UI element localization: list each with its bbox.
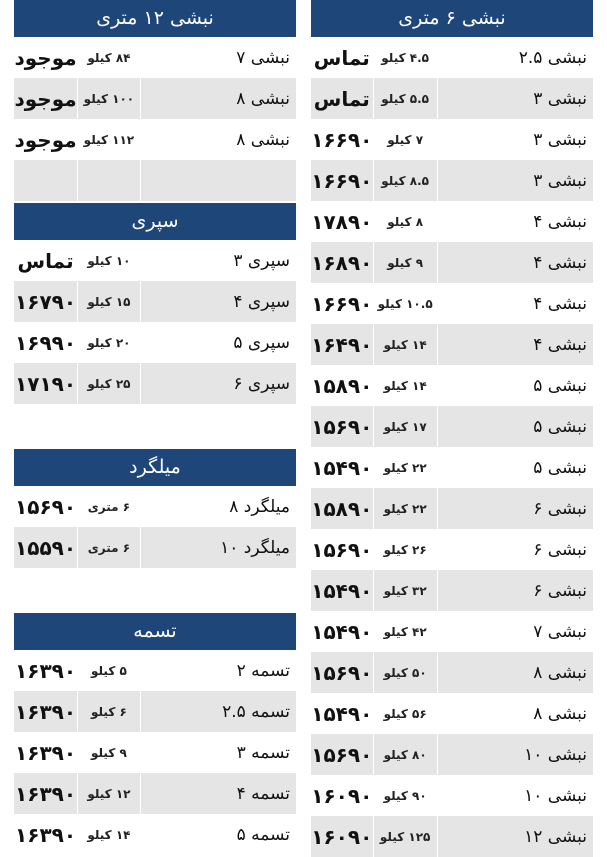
price-cell: ۱۷۱۹۰ bbox=[14, 363, 78, 404]
table-row bbox=[311, 406, 593, 447]
name-cell: نبشی ۵ bbox=[438, 406, 593, 447]
weight-cell: ۴۲ کیلو bbox=[374, 611, 438, 652]
name-cell: نبشی ۳ bbox=[438, 119, 593, 160]
price-cell: ۱۶۳۹۰ bbox=[14, 732, 78, 773]
table-row bbox=[14, 814, 296, 855]
price-cell: تماس bbox=[14, 240, 78, 281]
table-angle-12m bbox=[14, 0, 296, 201]
price-cell: ۱۶۳۹۰ bbox=[14, 650, 78, 691]
name-cell: نبشی ۱۰ bbox=[438, 734, 593, 775]
table-row bbox=[14, 160, 296, 201]
weight-cell: ۸۰ کیلو bbox=[374, 734, 438, 775]
price-cell bbox=[14, 568, 78, 609]
table-row bbox=[311, 160, 593, 201]
weight-cell: ۸ کیلو bbox=[374, 201, 438, 242]
name-cell: میلگرد ۸ bbox=[141, 486, 296, 527]
name-cell: نبشی ۴ bbox=[438, 201, 593, 242]
name-cell: تسمه ۵ bbox=[141, 814, 296, 855]
name-cell: نبشی ۳ bbox=[438, 78, 593, 119]
name-cell: نبشی ۱۲ bbox=[438, 816, 593, 857]
weight-cell: ۱۱۲ کیلو bbox=[78, 119, 141, 160]
weight-cell: ۹ کیلو bbox=[374, 242, 438, 283]
weight-cell: ۵۰ کیلو bbox=[374, 652, 438, 693]
price-cell: ۱۵۶۹۰ bbox=[311, 734, 374, 775]
price-cell: ۱۷۸۹۰ bbox=[311, 201, 374, 242]
price-cell: ۱۶۶۹۰ bbox=[311, 119, 374, 160]
weight-cell bbox=[78, 404, 141, 445]
table-row bbox=[311, 119, 593, 160]
name-cell: نبشی ۸ bbox=[438, 693, 593, 734]
price-cell: ۱۵۸۹۰ bbox=[311, 488, 374, 529]
weight-cell: ۸.۵ کیلو bbox=[374, 160, 438, 201]
name-cell: نبشی ۵ bbox=[438, 447, 593, 488]
weight-cell: ۲۰ کیلو bbox=[78, 322, 141, 363]
name-cell: سپری ۵ bbox=[141, 322, 296, 363]
weight-cell: ۲۲ کیلو bbox=[374, 447, 438, 488]
price-cell: ۱۵۴۹۰ bbox=[311, 570, 374, 611]
price-cell: موجود bbox=[14, 78, 78, 119]
name-cell: نبشی ۸ bbox=[438, 652, 593, 693]
weight-cell bbox=[78, 568, 141, 609]
name-cell: نبشی ۷ bbox=[141, 37, 296, 78]
name-cell: نبشی ۴ bbox=[438, 242, 593, 283]
price-cell: ۱۶۶۹۰ bbox=[311, 160, 374, 201]
table-row bbox=[311, 734, 593, 775]
price-cell: موجود bbox=[14, 119, 78, 160]
table-row bbox=[311, 242, 593, 283]
weight-cell: ۱۴ کیلو bbox=[374, 324, 438, 365]
table-row bbox=[14, 527, 296, 568]
weight-cell: ۹ کیلو bbox=[78, 732, 141, 773]
price-cell: ۱۶۶۹۰ bbox=[311, 283, 374, 324]
table-row bbox=[14, 773, 296, 814]
table-row bbox=[311, 365, 593, 406]
table-row bbox=[311, 529, 593, 570]
section-header: نبشی ۱۲ متری bbox=[14, 0, 296, 37]
weight-cell: ۲۵ کیلو bbox=[78, 363, 141, 404]
table-row bbox=[14, 119, 296, 160]
name-cell: سپری ۴ bbox=[141, 281, 296, 322]
price-cell: ۱۶۹۹۰ bbox=[14, 322, 78, 363]
table-row bbox=[311, 488, 593, 529]
price-cell: ۱۵۸۹۰ bbox=[311, 365, 374, 406]
name-cell: تسمه ۴ bbox=[141, 773, 296, 814]
price-cell: تماس bbox=[311, 78, 374, 119]
weight-cell: ۵.۵ کیلو bbox=[374, 78, 438, 119]
weight-cell bbox=[78, 160, 141, 201]
table-row bbox=[311, 816, 593, 857]
name-cell: نبشی ۶ bbox=[438, 570, 593, 611]
price-cell: ۱۶۳۹۰ bbox=[14, 691, 78, 732]
weight-cell: ۱۲۵ کیلو bbox=[374, 816, 438, 857]
price-cell: ۱۵۵۹۰ bbox=[14, 527, 78, 568]
name-cell: نبشی ۸ bbox=[141, 78, 296, 119]
price-cell: ۱۶۳۹۰ bbox=[14, 773, 78, 814]
name-cell: نبشی ۴ bbox=[438, 324, 593, 365]
name-cell: سپری ۳ bbox=[141, 240, 296, 281]
section-header: میلگرد bbox=[14, 449, 296, 486]
price-cell bbox=[14, 404, 78, 445]
section-header: نبشی ۶ متری bbox=[311, 0, 593, 37]
table-row bbox=[311, 78, 593, 119]
weight-cell: ۱۷ کیلو bbox=[374, 406, 438, 447]
table-row bbox=[311, 447, 593, 488]
price-cell: ۱۵۴۹۰ bbox=[311, 447, 374, 488]
name-cell: نبشی ۴ bbox=[438, 283, 593, 324]
name-cell: نبشی ۱۰ bbox=[438, 775, 593, 816]
table-row bbox=[311, 324, 593, 365]
table-row bbox=[14, 37, 296, 78]
weight-cell: ۷ کیلو bbox=[374, 119, 438, 160]
table-row bbox=[311, 570, 593, 611]
price-cell: ۱۵۶۹۰ bbox=[311, 652, 374, 693]
table-row bbox=[311, 37, 593, 78]
weight-cell: ۶ متری bbox=[78, 527, 141, 568]
table-tee bbox=[14, 203, 296, 445]
price-cell: ۱۶۰۹۰ bbox=[311, 816, 374, 857]
weight-cell: ۴.۵ کیلو bbox=[374, 37, 438, 78]
price-cell: ۱۶۷۹۰ bbox=[14, 281, 78, 322]
table-rebar bbox=[14, 449, 296, 609]
weight-cell: ۲۲ کیلو bbox=[374, 488, 438, 529]
weight-cell: ۸۴ کیلو bbox=[78, 37, 141, 78]
weight-cell: ۵ کیلو bbox=[78, 650, 141, 691]
price-cell bbox=[14, 160, 78, 201]
weight-cell: ۵۶ کیلو bbox=[374, 693, 438, 734]
price-cell: ۱۶۰۹۰ bbox=[311, 775, 374, 816]
name-cell: تسمه ۳ bbox=[141, 732, 296, 773]
section-header: سپری bbox=[14, 203, 296, 240]
table-row bbox=[14, 486, 296, 527]
table-row bbox=[311, 652, 593, 693]
table-row bbox=[14, 363, 296, 404]
table-row bbox=[14, 322, 296, 363]
price-cell: ۱۵۶۹۰ bbox=[14, 486, 78, 527]
weight-cell: ۲۶ کیلو bbox=[374, 529, 438, 570]
name-cell: تسمه ۲.۵ bbox=[141, 691, 296, 732]
table-angle-6m bbox=[311, 0, 593, 857]
weight-cell: ۱۵ کیلو bbox=[78, 281, 141, 322]
section-header: تسمه bbox=[14, 613, 296, 650]
table-row bbox=[311, 775, 593, 816]
table-row bbox=[311, 283, 593, 324]
table-row bbox=[14, 568, 296, 609]
name-cell bbox=[141, 568, 296, 609]
weight-cell: ۱۰.۵ کیلو bbox=[374, 283, 438, 324]
name-cell: نبشی ۵ bbox=[438, 365, 593, 406]
price-cell: تماس bbox=[311, 37, 374, 78]
price-cell: ۱۶۳۹۰ bbox=[14, 814, 78, 855]
weight-cell: ۳۲ کیلو bbox=[374, 570, 438, 611]
name-cell: سپری ۶ bbox=[141, 363, 296, 404]
table-row bbox=[14, 240, 296, 281]
name-cell: نبشی ۸ bbox=[141, 119, 296, 160]
price-cell: ۱۵۴۹۰ bbox=[311, 693, 374, 734]
weight-cell: ۱۴ کیلو bbox=[374, 365, 438, 406]
weight-cell: ۱۴ کیلو bbox=[78, 814, 141, 855]
weight-cell: ۱۰۰ کیلو bbox=[78, 78, 141, 119]
price-cell: ۱۵۶۹۰ bbox=[311, 529, 374, 570]
table-row bbox=[311, 201, 593, 242]
table-row bbox=[311, 611, 593, 652]
table-row bbox=[14, 650, 296, 691]
weight-cell: ۹۰ کیلو bbox=[374, 775, 438, 816]
name-cell: نبشی ۶ bbox=[438, 488, 593, 529]
name-cell: میلگرد ۱۰ bbox=[141, 527, 296, 568]
name-cell: نبشی ۲.۵ bbox=[438, 37, 593, 78]
weight-cell: ۶ متری bbox=[78, 486, 141, 527]
table-row bbox=[14, 78, 296, 119]
name-cell: نبشی ۳ bbox=[438, 160, 593, 201]
price-cell: ۱۶۴۹۰ bbox=[311, 324, 374, 365]
weight-cell: ۱۲ کیلو bbox=[78, 773, 141, 814]
name-cell bbox=[141, 160, 296, 201]
name-cell: نبشی ۶ bbox=[438, 529, 593, 570]
table-row bbox=[311, 693, 593, 734]
weight-cell: ۱۰ کیلو bbox=[78, 240, 141, 281]
name-cell: نبشی ۷ bbox=[438, 611, 593, 652]
price-cell: موجود bbox=[14, 37, 78, 78]
table-row bbox=[14, 732, 296, 773]
table-flat-bar bbox=[14, 613, 296, 855]
table-row bbox=[14, 404, 296, 445]
price-cell: ۱۵۶۹۰ bbox=[311, 406, 374, 447]
name-cell bbox=[141, 404, 296, 445]
table-row bbox=[14, 691, 296, 732]
weight-cell: ۶ کیلو bbox=[78, 691, 141, 732]
table-row bbox=[14, 281, 296, 322]
price-cell: ۱۶۸۹۰ bbox=[311, 242, 374, 283]
price-cell: ۱۵۴۹۰ bbox=[311, 611, 374, 652]
name-cell: تسمه ۲ bbox=[141, 650, 296, 691]
